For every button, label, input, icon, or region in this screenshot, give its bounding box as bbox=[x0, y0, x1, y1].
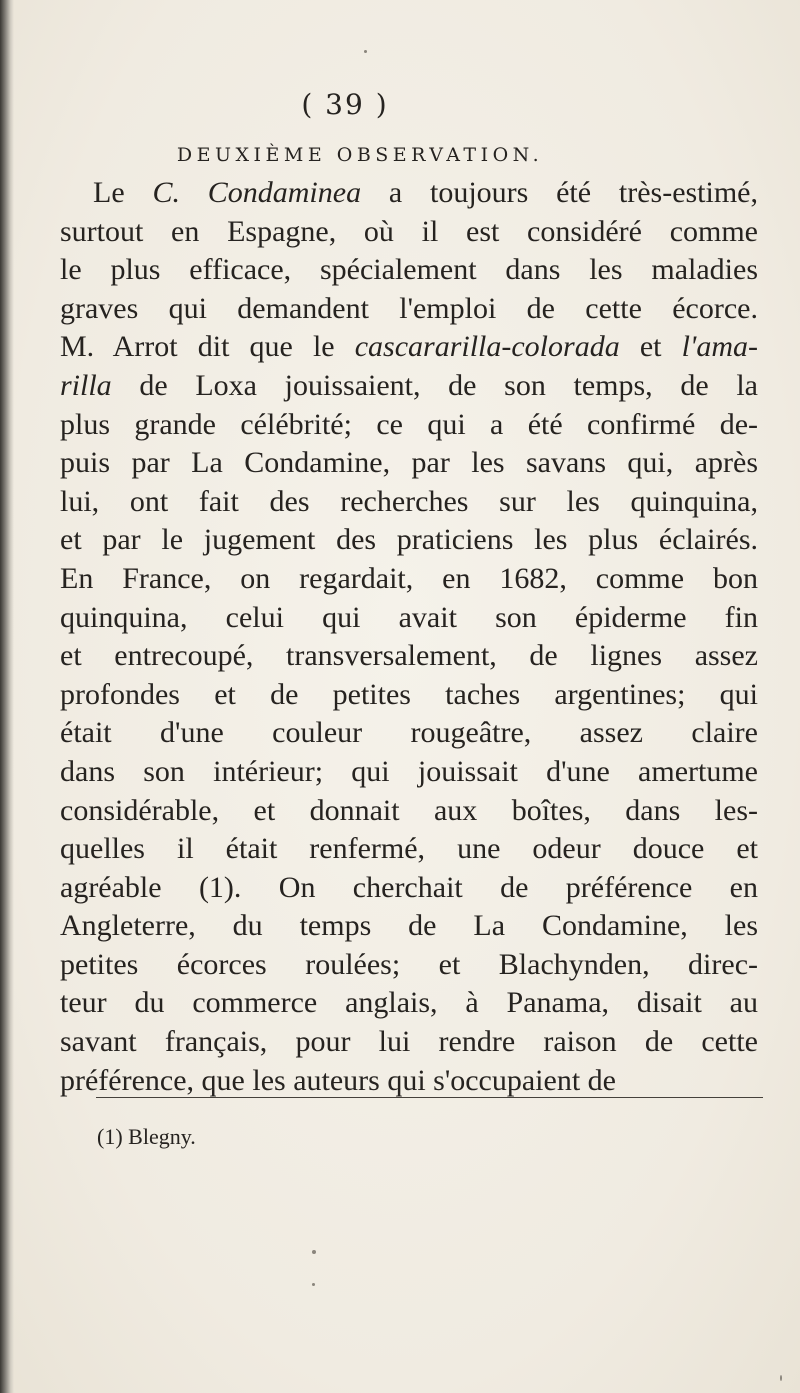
text-line: et entrecoupé, transversalement, de lignes assez bbox=[60, 639, 758, 673]
paper-speck bbox=[364, 50, 367, 53]
text-line: Angleterre, du temps de La Condamine, les bbox=[60, 909, 758, 943]
text-line: savant français, pour lui rendre raison de cette bbox=[60, 1025, 758, 1059]
text-line: petites écorces roulées; et Blachynden, direc- bbox=[60, 947, 758, 981]
italic-term: rilla bbox=[60, 368, 112, 402]
text-line: Le C. Condaminea a toujours été très-estimé, bbox=[93, 176, 758, 209]
text-line: puis par La Condamine, par les savans qui, après bbox=[60, 446, 758, 480]
text-line: préférence, que les auteurs qui s'occupaient de bbox=[60, 1063, 616, 1097]
text-line: et par le jugement des praticiens les plus éclairés. bbox=[60, 523, 758, 557]
footnote: (1) Blegny. bbox=[97, 1124, 196, 1149]
text-line: le plus efficace, spécialement dans les maladies bbox=[60, 253, 758, 287]
text-line: surtout en Espagne, où il est considéré comme bbox=[60, 214, 758, 248]
text-line: graves qui demandent l'emploi de cette écorce. bbox=[60, 291, 758, 325]
text-line: était d'une couleur rougeâtre, assez claire bbox=[60, 716, 758, 750]
text-line: plus grande célébrité; ce qui a été confirmé de- bbox=[60, 407, 758, 441]
text-line: lui, ont fait des recherches sur les quinquina, bbox=[60, 484, 758, 518]
text-line: rilla de Loxa jouissaient, de son temps, de la bbox=[60, 368, 758, 402]
text-line: considérable, et donnait aux boîtes, dans les- bbox=[60, 793, 758, 827]
text-line: profondes et de petites taches argentines; qui bbox=[60, 677, 758, 711]
text-line: dans son intérieur; qui jouissait d'une amertume bbox=[60, 754, 758, 788]
page-gutter-shadow bbox=[0, 0, 14, 1393]
paper-speck bbox=[312, 1250, 316, 1254]
text-line: teur du commerce anglais, à Panama, disait au bbox=[60, 986, 758, 1020]
text-line: En France, on regardait, en 1682, comme bon bbox=[60, 561, 758, 595]
text-line: quinquina, celui qui avait son épiderme fin bbox=[60, 600, 758, 634]
paper-speck bbox=[780, 1375, 782, 1381]
paper-speck bbox=[312, 1283, 315, 1286]
text-line: M. Arrot dit que le cascararilla-colorada et l'ama- bbox=[60, 330, 758, 364]
text-line: agréable (1). On cherchait de préférence en bbox=[60, 870, 758, 904]
footnote-rule bbox=[96, 1097, 763, 1098]
text-line: quelles il était renfermé, une odeur douce et bbox=[60, 832, 758, 866]
italic-term: l'ama- bbox=[681, 330, 758, 364]
italic-term: C. Condaminea bbox=[152, 176, 362, 209]
section-heading: DEUXIÈME OBSERVATION. bbox=[176, 144, 544, 166]
italic-term: cascararilla-colorada bbox=[354, 330, 620, 364]
page-number: ( 39 ) bbox=[301, 88, 389, 121]
body-text bbox=[60, 174, 758, 1100]
